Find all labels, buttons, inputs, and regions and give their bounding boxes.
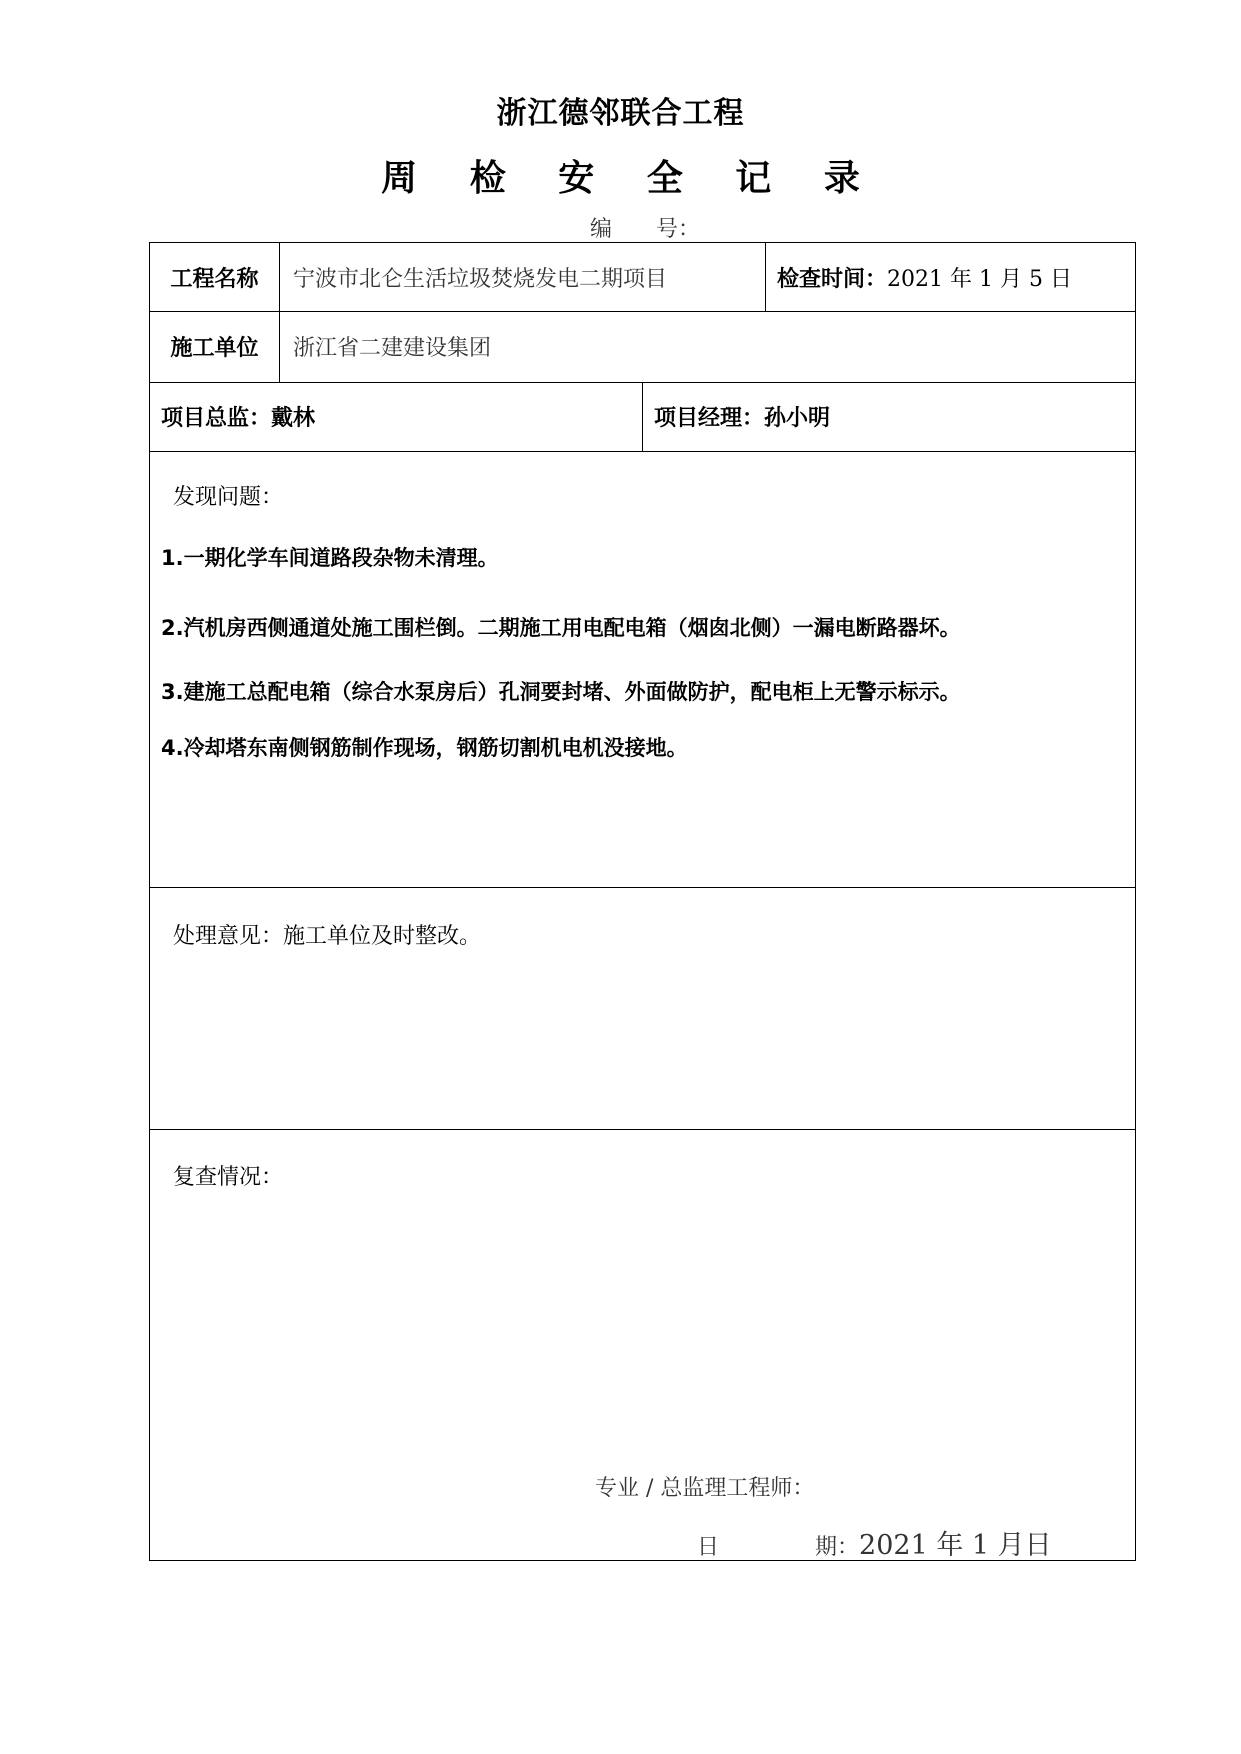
document-title: 周 检 安 全 记 录 (381, 158, 880, 199)
project-manager-value: 孙小明 (764, 406, 831, 431)
chief-supervisor-field (150, 382, 642, 451)
row-divider (150, 451, 1135, 452)
issue-item: 1.一期化学车间道路段杂物未清理。 (161, 546, 499, 570)
project-manager-label: 项目经理： (654, 406, 765, 431)
row-divider (150, 887, 1135, 888)
project-name-label: 工程名称 (170, 266, 259, 292)
opinion-value: 施工单位及时整改。 (283, 924, 482, 949)
issues-heading: 发现问题： (173, 485, 284, 510)
review-date-field (697, 1523, 1052, 1562)
chief-supervisor-value: 戴林 (271, 406, 316, 431)
row-divider (150, 1129, 1135, 1130)
inspection-time-field (765, 243, 1135, 311)
record-form (149, 242, 1136, 1561)
date-label-suffix: 期： (815, 1535, 860, 1560)
issue-item: 3.建施工总配电箱（综合水泵房后）孔洞要封堵、外面做防护，配电柜上无警示标示。 (161, 680, 961, 704)
review-heading: 复查情况： (173, 1165, 284, 1190)
company-title: 浙江德邻联合工程 (496, 96, 745, 131)
opinion-field (173, 919, 481, 950)
chief-supervisor-label: 项目总监： (161, 406, 272, 431)
inspection-time-label: 检查时间： (777, 266, 888, 292)
issue-item: 2.汽机房西侧通道处施工围栏倒。二期施工用电配电箱（烟囱北侧）一漏电断路器坏。 (161, 616, 961, 640)
opinion-heading: 处理意见： (173, 924, 284, 949)
issue-item: 4.冷却塔东南侧钢筋制作现场，钢筋切割机电机没接地。 (161, 736, 688, 760)
inspection-time-value: 2021 年 1 月 5 日 (887, 266, 1072, 292)
review-date-value: 2021 年 1 月日 (859, 1530, 1052, 1561)
project-name-value: 宁波市北仑生活垃圾焚烧发电二期项目 (293, 266, 668, 292)
date-label: 日 (697, 1535, 720, 1560)
contractor-label: 施工单位 (170, 336, 259, 361)
contractor-value: 浙江省二建建设集团 (293, 336, 492, 361)
serial-number-label: 编 号： (590, 217, 701, 242)
project-manager-field (642, 382, 1135, 451)
supervisor-signature-label: 专业 / 总监理工程师： (595, 1476, 815, 1501)
